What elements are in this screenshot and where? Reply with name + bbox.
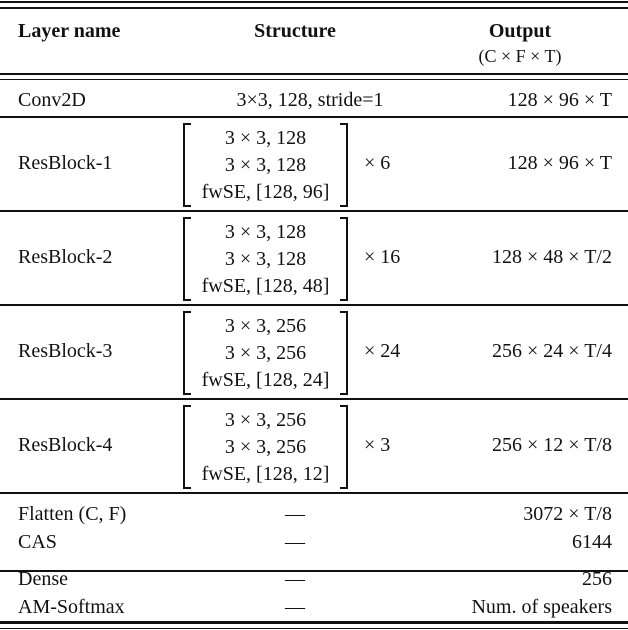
row-structure: — xyxy=(285,568,305,590)
row-name: ResBlock-3 xyxy=(18,340,113,362)
top-rule-2 xyxy=(0,7,628,9)
row-output: 256 xyxy=(582,568,612,590)
row-rule xyxy=(0,210,628,212)
row-rule xyxy=(0,116,628,118)
row-name: Flatten (C, F) xyxy=(18,503,127,525)
row-output: 128 × 48 × T/2 xyxy=(492,246,612,268)
repeat-count: × 24 xyxy=(364,340,401,362)
row-rule xyxy=(0,398,628,400)
row-structure: — xyxy=(285,531,305,553)
repeat-count: × 16 xyxy=(364,246,401,268)
structure-matrix: 3 × 3, 256 3 × 3, 256 fwSE, [128, 24] xyxy=(183,311,348,395)
row-name: ResBlock-1 xyxy=(18,152,113,174)
row-structure: — xyxy=(285,596,305,618)
header-layer-name: Layer name xyxy=(18,20,121,42)
row-rule xyxy=(0,304,628,306)
row-name: ResBlock-2 xyxy=(18,246,113,268)
header-output: Output xyxy=(488,20,552,42)
top-rule xyxy=(0,1,628,3)
structure-matrix: 3 × 3, 128 3 × 3, 128 fwSE, [128, 48] xyxy=(183,217,348,301)
row-output: 128 × 96 × T xyxy=(507,152,612,174)
row-output: Num. of speakers xyxy=(471,596,612,618)
row-name: Conv2D xyxy=(18,89,86,111)
header-structure: Structure xyxy=(254,20,336,42)
structure-matrix: 3 × 3, 256 3 × 3, 256 fwSE, [128, 12] xyxy=(183,405,348,489)
header-rule-2 xyxy=(0,79,628,80)
row-output: 3072 × T/8 xyxy=(523,503,612,525)
repeat-count: × 6 xyxy=(364,152,391,174)
row-name: CAS xyxy=(18,531,57,553)
row-output: 256 × 24 × T/4 xyxy=(492,340,612,362)
row-output: 6144 xyxy=(572,531,612,553)
row-structure: — xyxy=(285,503,305,525)
header-output-units: (C × F × T) xyxy=(478,46,562,66)
row-structure: 3×3, 128, stride=1 xyxy=(236,89,384,111)
repeat-count: × 3 xyxy=(364,434,391,456)
row-name: ResBlock-4 xyxy=(18,434,113,456)
structure-matrix: 3 × 3, 128 3 × 3, 128 fwSE, [128, 96] xyxy=(183,123,348,207)
header-rule xyxy=(0,73,628,75)
row-rule xyxy=(0,492,628,494)
bottom-rule xyxy=(0,621,628,624)
row-name: Dense xyxy=(18,568,68,590)
row-output: 256 × 12 × T/8 xyxy=(492,434,612,456)
bottom-rule-2 xyxy=(0,628,628,629)
row-name: AM-Softmax xyxy=(18,596,125,618)
row-output: 128 × 96 × T xyxy=(507,89,612,111)
